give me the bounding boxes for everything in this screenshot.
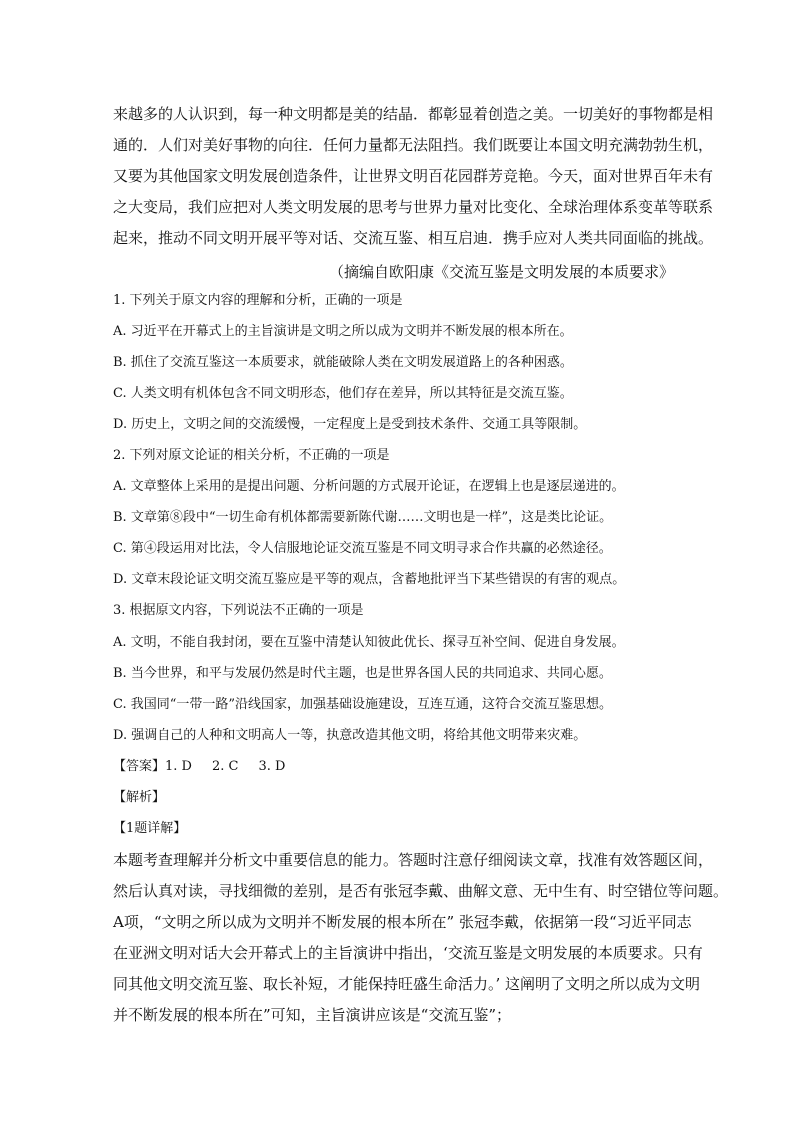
explanation-line: 并不断发展的根本所在”可知，主旨演讲应该是“交流互鉴”； [113, 1006, 512, 1024]
question-stem: 1. 下列关于原文内容的理解和分析，正确的一项是 [113, 293, 403, 308]
explanation-line: 同其他文明交流互鉴、取长补短，才能保持旺盛生命活力。’ 这阐明了文明之所以成为文明 [113, 975, 701, 993]
question-option: C. 第④段运用对比法，令人信服地论证交流互鉴是不同文明寻求合作共赢的必然途径。 [113, 541, 612, 556]
question-option: D. 历史上，文明之间的交流缓慢，一定程度上是受到技术条件、交通工具等限制。 [113, 417, 587, 432]
question-option: A. 文章整体上采用的是提出问题、分析问题的方式展开论证，在逻辑上也是逐层递进的。 [113, 479, 625, 494]
detail-label: 【1题详解】 [113, 821, 187, 836]
passage-line: 又要为其他国家文明发展创造条件，让世界文明百花园群芳竞艳。今天，面对世界百年未有 [113, 167, 714, 185]
answer-line [113, 758, 681, 776]
question-option: D. 文章末段论证文明交流互鉴应是平等的观点，含蓄地批评当下某些错误的有害的观点。 [113, 572, 626, 587]
question-stem: 2. 下列对原文论证的相关分析，不正确的一项是 [113, 448, 390, 463]
question-option: C. 人类文明有机体包含不同文明形态，他们存在差异，所以其特征是交流互鉴。 [113, 386, 573, 401]
explanation-line: 然后认真对读，寻找细微的差别，是否有张冠李戴、曲解文意、无中生有、时空错位等问题。 [113, 882, 729, 900]
question-option: A. 习近平在开幕式上的主旨演讲是文明之所以成为文明并不断发展的根本所在。 [113, 324, 573, 339]
question-option: A. 文明，不能自我封闭，要在互鉴中清楚认知彼此优长、探寻互补空间、促进自身发展。 [113, 635, 625, 650]
answer-item: 1. D [165, 759, 192, 774]
passage-line: 来越多的人认识到，每一种文明都是美的结晶．都彰显着创造之美。一切美好的事物都是相 [113, 105, 714, 123]
analysis-label: 【解析】 [113, 790, 166, 805]
passage-line: 通的．人们对美好事物的向往．任何力量都无法阻挡。我们既要让本国文明充满勃勃生机， [113, 136, 714, 154]
passage-line: 之大变局，我们应把对人类文明发展的思考与世界力量对比变化、全球治理体系变革等联系 [113, 198, 714, 216]
question-option: B. 当今世界，和平与发展仍然是时代主题，也是世界各国人民的共同追求、共同心愿。 [113, 666, 612, 681]
passage-line: 起来，推动不同文明开展平等对话、交流互鉴、相互启迪．携手应对人类共同面临的挑战。 [113, 229, 714, 247]
source-citation: （摘编自欧阳康《交流互鉴是文明发展的本质要求》 [328, 263, 674, 281]
question-option: B. 抓住了交流互鉴这一本质要求，就能破除人类在文明发展道路上的各种困惑。 [113, 355, 573, 370]
answer-label: 【答案】 [113, 759, 166, 774]
explanation-line: A项，“文明之所以成为文明并不断发展的根本所在” 张冠李戴，依据第一段“习近平同志 [113, 913, 692, 931]
explanation-line: 在亚洲文明对话大会开幕式上的主旨演讲中指出，‘交流互鉴是文明发展的本质要求。只有 [113, 944, 703, 962]
question-stem: 3. 根据原文内容，下列说法不正确的一项是 [113, 603, 364, 618]
question-option: D. 强调自己的人种和文明高人一等，执意改造其他文明，将给其他文明带来灾难。 [113, 728, 587, 743]
explanation-line: 本题考查理解并分析文中重要信息的能力。答题时注意仔细阅读文章，找准有效答题区间， [113, 851, 714, 869]
answer-item: 3. D [258, 759, 286, 774]
question-option: C. 我国同“一带一路”沿线国家，加强基础设施建设，互连互通，这符合交流互鉴思想。 [113, 697, 613, 712]
answer-item: 2. C [211, 759, 239, 774]
question-option: B. 文章第⑧段中“一切生命有机体都需要新陈代谢……文明也是一样”，这是类比论证。 [113, 510, 613, 525]
